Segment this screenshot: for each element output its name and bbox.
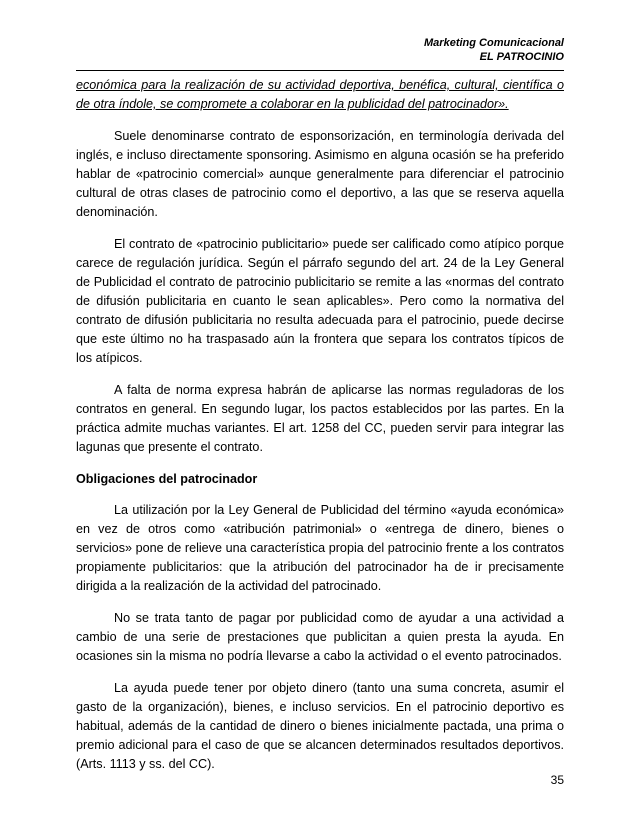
paragraph-ayuda-economica: La utilización por la Ley General de Publicidad del término «ayuda económica» en vez de otros como «atribución patrimonial» o «entrega de dinero, bienes o servicios» pone de relieve una característica propia del patrocinio frente a los contratos propiamente publicitarios: que la atribución del patrocinador ha de ir precisamente dirigida a la realización de la actividad del patrocinado. <box>76 503 564 593</box>
section-heading: Obligaciones del patrocinador <box>76 472 258 486</box>
running-header <box>424 36 564 64</box>
paragraph-atipico: El contrato de «patrocinio publicitario» puede ser calificado como atípico porque carece de regulación jurídica. Según el párrafo segundo del art. 24 de la Ley General de Publicidad el contrato de patrocinio publicitario se remite a las «normas del contrato de difusión publicitaria en cuanto le sean aplicables». Pero como la normativa del contrato de difusión publicitaria no resulta adecuada para el patrocinio, puede decirse que este último no ha traspasado aún la frontera que separa los contratos típicos de los atípicos. <box>76 237 564 365</box>
paragraph-esponsorizacion: Suele denominarse contrato de esponsorización, en terminología derivada del inglés, e incluso directamente sponsoring. Asimismo en alguna ocasión se ha preferido hablar de «patrocinio comercial» aunque generalmente para diferenciar el patrocinio cultural de otras clases de patrocinio como el deportivo, a las que se reserva aquella denominación. <box>76 129 564 219</box>
continued-quote-paragraph: económica para la realización de su actividad deportiva, benéfica, cultural, científica o de otra índole, se compromete a colaborar en la publicidad del patrocinador». <box>76 78 564 111</box>
page-body <box>76 76 564 787</box>
header-subtitle: EL PATROCINIO <box>479 51 564 63</box>
header-rule <box>76 70 564 71</box>
page-number: 35 <box>550 773 564 787</box>
paragraph-pagar-publicidad: No se trata tanto de pagar por publicidad como de ayudar a una actividad a cambio de una serie de prestaciones que publicitan a quien presta la ayuda. En ocasiones sin la misma no podría llevarse a cabo la actividad o el evento patrocinados. <box>76 611 564 663</box>
header-title: Marketing Comunicacional <box>424 37 564 49</box>
paragraph-normas: A falta de norma expresa habrán de aplicarse las normas reguladoras de los contratos en general. En segundo lugar, los pactos establecidos por las partes. En la práctica admite muchas variantes. El art. 1258 del CC, pueden servir para integrar las lagunas que presente el contrato. <box>76 383 564 454</box>
paragraph-objeto-ayuda: La ayuda puede tener por objeto dinero (tanto una suma concreta, asumir el gasto de la organización), bienes, e incluso servicios. En el patrocinio deportivo es habitual, además de la cantidad de dinero o bienes inicialmente pactada, una prima o premio adicional para el caso de que se alcancen determinados resultados deportivos. (Arts. 1113 y ss. del CC). <box>76 681 564 771</box>
